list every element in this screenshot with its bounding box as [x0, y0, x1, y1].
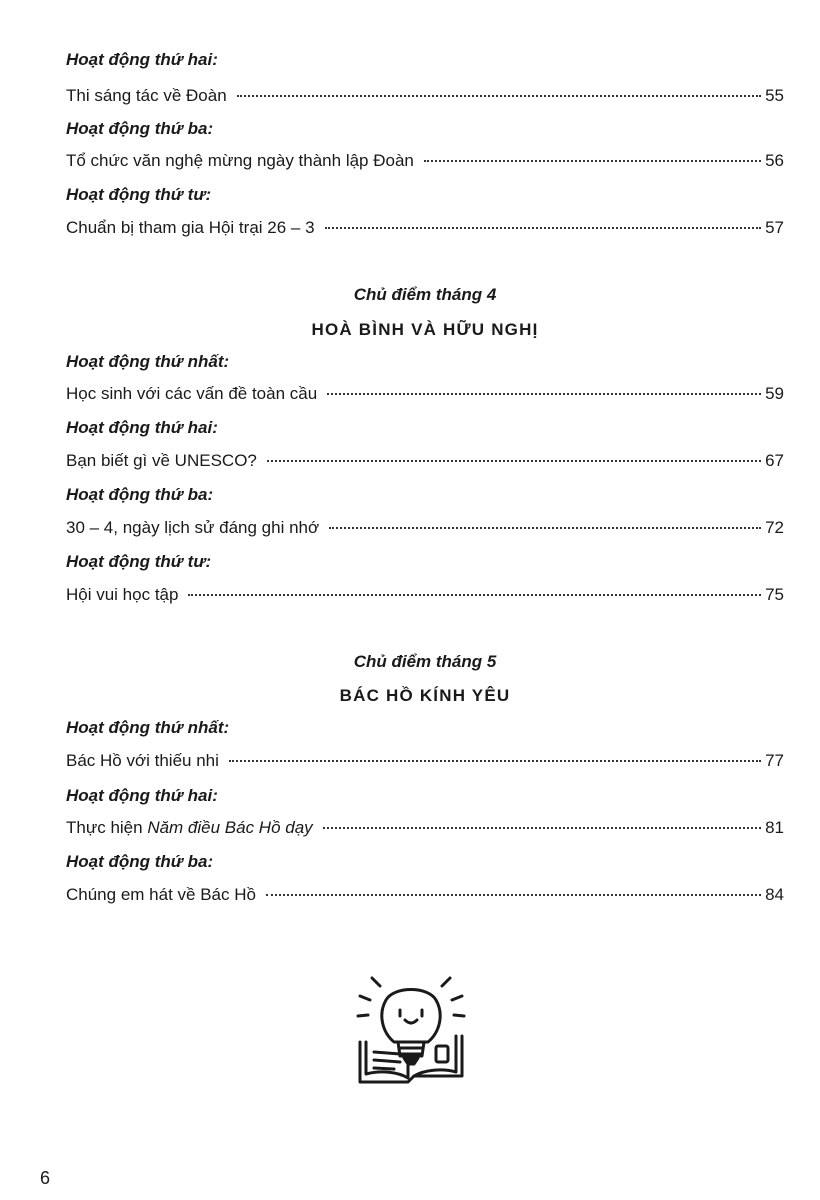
- section-label: Chủ điểm tháng 4: [353, 285, 497, 304]
- entry-page: 75: [765, 585, 784, 604]
- section-title: HOÀ BÌNH VÀ HỮU NGHỊ: [311, 320, 539, 339]
- section-title: BÁC HỒ KÍNH YÊU: [339, 686, 511, 705]
- dot-leader: [229, 760, 761, 762]
- activity-heading: Hoạt động thứ ba:: [66, 119, 214, 138]
- entry-title: Chuẩn bị tham gia Hội trại 26 – 3: [66, 218, 315, 237]
- activity-heading: Hoạt động thứ tư:: [66, 552, 212, 571]
- entry-page: 84: [765, 885, 784, 904]
- dot-leader: [267, 460, 761, 462]
- dot-leader: [329, 527, 761, 529]
- entry-title: [66, 818, 313, 838]
- activity-heading: Hoạt động thứ ba:: [66, 485, 214, 504]
- toc-entry: [66, 451, 784, 471]
- entry-page: 59: [765, 384, 784, 403]
- entry-title: Thi sáng tác về Đoàn: [66, 86, 227, 105]
- entry-page: 81: [765, 818, 784, 837]
- entry-title-prefix: Thực hiện: [66, 818, 148, 837]
- toc-entry: [66, 585, 784, 605]
- entry-title: Chúng em hát về Bác Hồ: [66, 885, 256, 904]
- toc-entry: [66, 751, 784, 771]
- entry-title: Bạn biết gì về UNESCO?: [66, 451, 257, 470]
- page-number: 6: [40, 1168, 51, 1188]
- dot-leader: [188, 594, 761, 596]
- dot-leader: [325, 227, 762, 229]
- activity-heading: Hoạt động thứ nhất:: [66, 718, 230, 737]
- entry-title: 30 – 4, ngày lịch sử đáng ghi nhớ: [66, 518, 320, 537]
- toc-entry: [66, 885, 784, 905]
- dot-leader: [424, 160, 761, 162]
- lightbulb-book-icon: [352, 970, 470, 1086]
- dot-leader: [323, 827, 761, 829]
- entry-title: Bác Hồ với thiếu nhi: [66, 751, 219, 770]
- toc-entry: [66, 818, 784, 838]
- section-label: Chủ điểm tháng 5: [353, 652, 497, 671]
- dot-leader: [327, 393, 761, 395]
- entry-title-italic: Năm điều Bác Hồ dạy: [147, 818, 313, 837]
- entry-title: Tổ chức văn nghệ mừng ngày thành lập Đoàn: [66, 151, 414, 170]
- entry-title: Học sinh với các vấn đề toàn cầu: [66, 384, 318, 403]
- entry-page: 56: [765, 151, 784, 170]
- activity-heading: Hoạt động thứ hai:: [66, 418, 218, 437]
- toc-entry: [66, 518, 784, 538]
- activity-heading: Hoạt động thứ hai:: [66, 50, 218, 69]
- entry-page: 55: [765, 86, 784, 105]
- dot-leader: [266, 894, 761, 896]
- toc-entry: [66, 151, 784, 171]
- entry-page: 57: [765, 218, 784, 237]
- activity-heading: Hoạt động thứ nhất:: [66, 352, 230, 371]
- entry-page: 77: [765, 751, 784, 770]
- toc-entry: [66, 384, 784, 404]
- dot-leader: [237, 95, 761, 97]
- entry-page: 72: [765, 518, 784, 537]
- activity-heading: Hoạt động thứ hai:: [66, 786, 218, 805]
- activity-heading: Hoạt động thứ ba:: [66, 852, 214, 871]
- activity-heading: Hoạt động thứ tư:: [66, 185, 212, 204]
- toc-entry: [66, 86, 784, 106]
- toc-entry: [66, 218, 784, 238]
- entry-page: 67: [765, 451, 784, 470]
- entry-title: Hội vui học tập: [66, 585, 179, 604]
